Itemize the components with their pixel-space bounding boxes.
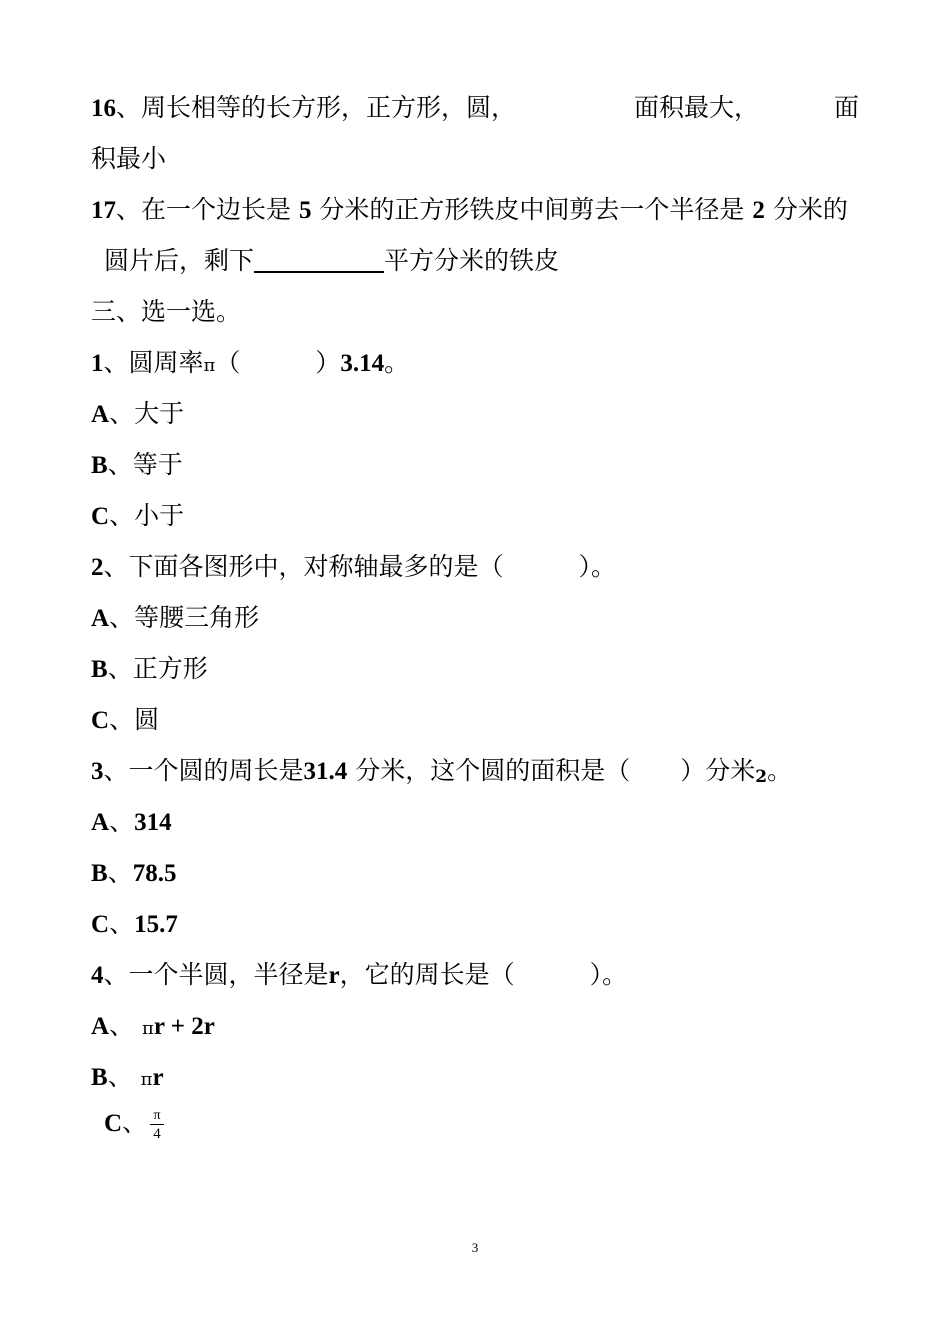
separator: 、	[107, 654, 133, 683]
option-text: 大于	[134, 399, 185, 428]
fraction-numerator: π	[153, 1108, 161, 1123]
answer-paren[interactable]: （ ）	[215, 348, 341, 377]
number-value: 2	[752, 197, 765, 224]
question-text: 、下面各图形中，对称轴最多的是（ ）。	[103, 552, 617, 581]
option-letter: C	[91, 911, 110, 938]
option-letter: A	[91, 401, 110, 428]
question-4	[91, 958, 859, 993]
fraction-pi-over-4	[150, 1108, 164, 1143]
pi-symbol: π	[142, 1018, 154, 1039]
variable: r	[328, 962, 340, 989]
fraction-denominator: 4	[153, 1126, 161, 1142]
question-text: 分米的正方形铁皮中间剪去一个半径是	[319, 195, 745, 224]
question-17-continued	[104, 244, 859, 278]
option-letter: C	[91, 707, 110, 734]
option-letter: B	[91, 1064, 108, 1091]
number-value: 31.4	[303, 758, 348, 785]
section-heading	[91, 295, 859, 329]
question-text: 积最小	[91, 144, 167, 173]
number-value: 5	[298, 197, 312, 224]
separator: 、	[109, 807, 135, 836]
option-text: 正方形	[132, 654, 208, 683]
option-a[interactable]	[91, 805, 859, 840]
option-letter: A	[91, 605, 110, 632]
separator: 、	[107, 1062, 133, 1091]
option-a[interactable]	[91, 601, 859, 636]
option-b[interactable]	[91, 1060, 859, 1097]
number-value: 3.14	[340, 350, 385, 377]
option-letter: A	[91, 809, 110, 836]
question-2	[91, 550, 859, 585]
question-text: 、周长相等的长方形，正方形，圆，	[116, 93, 517, 122]
option-text: 圆	[134, 705, 160, 734]
question-number: 4	[91, 962, 104, 989]
question-number: 17	[91, 197, 116, 224]
option-a[interactable]	[91, 397, 859, 432]
question-16	[91, 91, 859, 126]
separator: 、	[109, 399, 135, 428]
punctuation: 。	[384, 348, 410, 377]
separator: 、	[109, 705, 135, 734]
option-c[interactable]	[104, 1106, 859, 1141]
answer-blank[interactable]	[254, 245, 384, 273]
question-number: 16	[91, 95, 116, 122]
question-text: 、一个半圆，半径是	[103, 960, 329, 989]
separator: 、	[107, 858, 133, 887]
question-text: 面	[833, 93, 859, 122]
option-c[interactable]	[91, 907, 859, 942]
pi-symbol: π	[203, 355, 216, 376]
option-c[interactable]	[91, 703, 859, 738]
pi-symbol: π	[140, 1069, 153, 1090]
option-text: 314	[134, 809, 172, 836]
separator: 、	[109, 603, 135, 632]
option-text: 等于	[132, 450, 183, 479]
question-number: 3	[91, 758, 104, 785]
question-text: 分米的	[772, 195, 848, 224]
option-text: r	[152, 1064, 164, 1091]
option-text: 78.5	[132, 860, 177, 887]
question-text: 圆片后，剩下	[104, 246, 255, 275]
option-text: 等腰三角形	[134, 603, 260, 632]
separator: 、	[107, 450, 133, 479]
separator: 、	[109, 501, 135, 530]
separator: 、	[109, 909, 135, 938]
separator: 、	[122, 1108, 148, 1137]
question-text: 平方分米的铁皮	[384, 246, 560, 275]
option-letter: C	[104, 1110, 123, 1137]
question-text: 、一个圆的周长是	[103, 756, 304, 785]
unit-exponent: 2	[755, 767, 768, 787]
question-17	[91, 193, 859, 228]
option-text: 小于	[134, 501, 185, 530]
option-b[interactable]	[91, 856, 859, 891]
punctuation: 。	[767, 756, 793, 785]
separator: 、	[109, 1011, 135, 1040]
question-16-continued	[91, 142, 859, 176]
question-text: ，它的周长是（ ）。	[339, 960, 628, 989]
question-number: 1	[91, 350, 104, 377]
option-text: 15.7	[134, 911, 178, 938]
section-heading-text: 三、选一选。	[91, 297, 242, 326]
option-letter: B	[91, 656, 108, 683]
option-b[interactable]	[91, 652, 859, 687]
question-text: 、在一个边长是	[116, 195, 292, 224]
question-text: 分米，这个圆的面积是（ ）分米	[355, 756, 756, 785]
option-letter: C	[91, 503, 110, 530]
option-a[interactable]	[91, 1009, 859, 1046]
option-c[interactable]	[91, 499, 859, 534]
question-number: 2	[91, 554, 104, 581]
question-text: 面积最大，	[634, 93, 760, 122]
question-text: 、圆周率	[103, 348, 204, 377]
page-number: 3	[471, 1240, 479, 1255]
option-letter: A	[91, 1013, 110, 1040]
question-1	[91, 346, 859, 383]
option-text: r + 2r	[153, 1013, 215, 1040]
question-3	[91, 754, 859, 791]
option-letter: B	[91, 860, 108, 887]
option-b[interactable]	[91, 448, 859, 483]
option-letter: B	[91, 452, 108, 479]
